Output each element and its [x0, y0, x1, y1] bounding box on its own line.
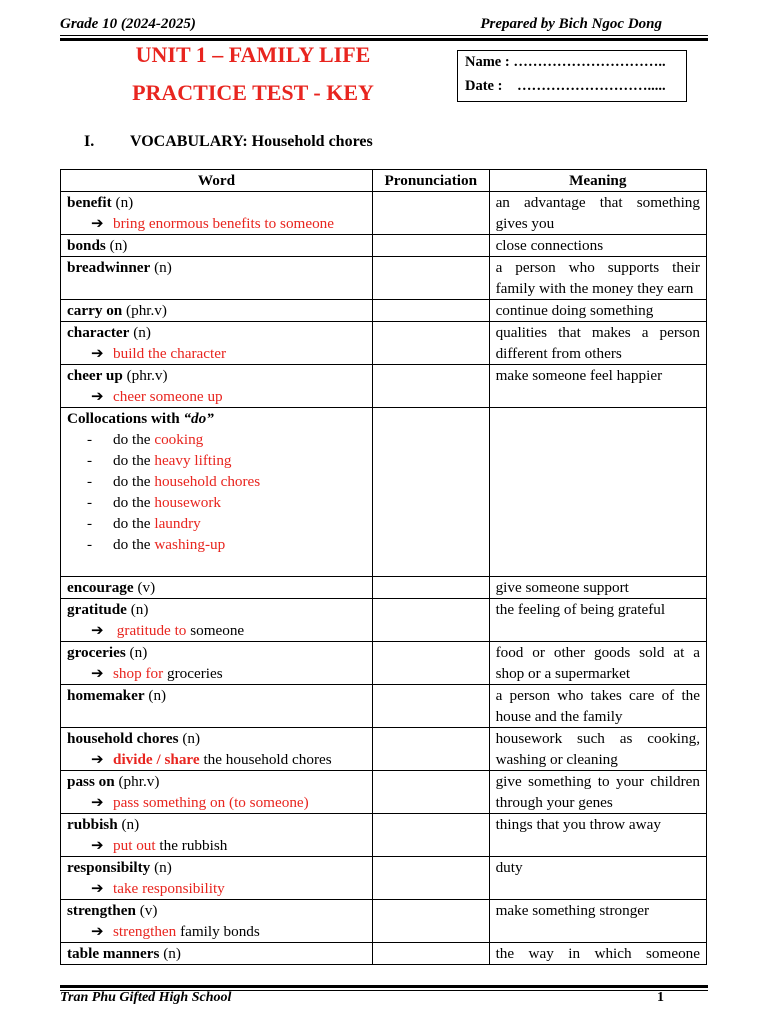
- meaning-cell: [489, 408, 706, 577]
- example-red: put out: [113, 837, 156, 854]
- name-row: [465, 54, 666, 71]
- example-red: shop for: [113, 665, 164, 682]
- example-red: strengthen: [113, 923, 177, 940]
- word: homemaker: [67, 687, 145, 704]
- example-line: [67, 921, 366, 942]
- pronunciation-cell: [372, 300, 489, 322]
- list-item: - do the household chores: [87, 473, 261, 490]
- part-of-speech: (n): [121, 816, 140, 833]
- word-cell: [61, 300, 373, 322]
- word-cell: [61, 943, 373, 965]
- part-of-speech: (phr.v): [126, 302, 167, 319]
- word: pass on: [67, 773, 115, 790]
- table-row: [61, 300, 707, 322]
- page-header: [60, 16, 708, 36]
- table-row: [61, 257, 707, 300]
- word-cell: [61, 685, 373, 728]
- table-row: [61, 192, 707, 235]
- collocation-list: [67, 429, 366, 555]
- word-cell: [61, 900, 373, 943]
- pronunciation-cell: [372, 235, 489, 257]
- date-row: [465, 78, 666, 95]
- test-title: PRACTICE TEST - KEY: [132, 80, 374, 105]
- pronunciation-cell: [372, 900, 489, 943]
- table-row: [61, 771, 707, 814]
- table-row: [61, 408, 707, 577]
- collocation-heading: Collocations with “do”: [67, 410, 214, 427]
- example-line: [67, 343, 366, 364]
- header-grade: Grade 10 (2024-2025): [60, 16, 196, 32]
- table-row: [61, 685, 707, 728]
- meaning-cell: housework such as cooking, washing or cleaning: [489, 728, 706, 771]
- name-dots: …………………………..: [513, 54, 666, 70]
- table-header-row: [61, 170, 707, 192]
- table-row: [61, 365, 707, 408]
- table-row: [61, 599, 707, 642]
- word-cell: [61, 857, 373, 900]
- footer-school: Tran Phu Gifted High School: [60, 990, 232, 1005]
- example-red: gratitude to: [116, 622, 187, 639]
- table-row: [61, 642, 707, 685]
- meaning-cell: a person who takes care of the house and the family: [489, 685, 706, 728]
- part-of-speech: (n): [129, 644, 148, 661]
- example-black: the household chores: [199, 751, 332, 768]
- pronunciation-cell: [372, 857, 489, 900]
- vocabulary-table: [60, 169, 707, 965]
- meaning-cell: food or other goods sold at a shop or a supermarket: [489, 642, 706, 685]
- table-row: [61, 814, 707, 857]
- part-of-speech: (phr.v): [118, 773, 160, 790]
- date-label: Date :: [465, 78, 503, 94]
- word-cell: [61, 322, 373, 365]
- part-of-speech: (n): [130, 601, 149, 618]
- word: bonds: [67, 237, 106, 254]
- meaning-cell: the way in which someone: [489, 943, 706, 965]
- header-author: Prepared by Bich Ngoc Dong: [480, 16, 662, 32]
- right-arrow-icon: ➔: [91, 622, 104, 639]
- meaning-cell: give someone support: [489, 577, 706, 599]
- unit-title: UNIT 1 – FAMILY LIFE: [135, 42, 371, 67]
- list-item: - do the housework: [87, 494, 221, 511]
- dash-icon: -: [87, 473, 93, 490]
- example-line: [67, 386, 366, 407]
- part-of-speech: (n): [154, 859, 172, 876]
- page-number: 1: [657, 990, 664, 1005]
- part-of-speech: (n): [163, 945, 181, 962]
- word: table manners: [67, 945, 160, 962]
- pronunciation-cell: [372, 257, 489, 300]
- word-cell: [61, 365, 373, 408]
- example-line: [67, 620, 366, 641]
- word: responsibilty: [67, 859, 151, 876]
- dash-icon: -: [87, 452, 93, 469]
- pronunciation-cell: [372, 408, 489, 577]
- name-label: Name :: [465, 54, 510, 70]
- right-arrow-icon: ➔: [91, 794, 104, 811]
- table-row: [61, 857, 707, 900]
- example-line: [67, 792, 366, 813]
- part-of-speech: (n): [115, 194, 134, 211]
- meaning-cell: qualities that makes a person different from others: [489, 322, 706, 365]
- part-of-speech: (phr.v): [126, 367, 168, 384]
- example-black: the rubbish: [155, 837, 228, 854]
- meaning-cell: make something stronger: [489, 900, 706, 943]
- pronunciation-cell: [372, 577, 489, 599]
- right-arrow-icon: ➔: [91, 880, 104, 897]
- pronunciation-cell: [372, 365, 489, 408]
- meaning-cell: things that you throw away: [489, 814, 706, 857]
- right-arrow-icon: ➔: [91, 665, 104, 682]
- meaning-cell: give something to your children through your genes: [489, 771, 706, 814]
- collocation-verb: “do”: [183, 410, 214, 427]
- example-red: divide / share: [113, 751, 200, 768]
- word-cell: [61, 642, 373, 685]
- word-cell: [61, 771, 373, 814]
- word-cell: [61, 814, 373, 857]
- meaning-cell: continue doing something: [489, 300, 706, 322]
- dash-icon: -: [87, 515, 93, 532]
- word: rubbish: [67, 816, 118, 833]
- footer-rule-thick: [60, 985, 708, 988]
- header-meaning: Meaning: [489, 170, 706, 192]
- meaning-cell: close connections: [489, 235, 706, 257]
- example-line: [67, 835, 366, 856]
- word-cell: [61, 192, 373, 235]
- right-arrow-icon: ➔: [91, 388, 104, 405]
- example-red: pass something on (to someone): [113, 794, 309, 811]
- pronunciation-cell: [372, 599, 489, 642]
- pronunciation-cell: [372, 814, 489, 857]
- header-pronunciation: Pronunciation: [372, 170, 489, 192]
- list-item: - do the laundry: [87, 515, 201, 532]
- example-line: [67, 749, 366, 770]
- section-heading: [84, 133, 373, 151]
- example-red: bring enormous benefits to someone: [113, 215, 335, 232]
- word: benefit: [67, 194, 112, 211]
- right-arrow-icon: ➔: [91, 837, 104, 854]
- word: character: [67, 324, 130, 341]
- part-of-speech: (n): [154, 259, 172, 276]
- word-cell: [61, 235, 373, 257]
- name-date-box: [457, 50, 687, 102]
- pronunciation-cell: [372, 192, 489, 235]
- example-black: groceries: [163, 665, 223, 682]
- pronunciation-cell: [372, 685, 489, 728]
- word: carry on: [67, 302, 123, 319]
- example-line: [67, 213, 366, 234]
- word: cheer up: [67, 367, 123, 384]
- example-black: someone: [186, 622, 245, 639]
- example-red: build the character: [113, 345, 227, 362]
- example-red: take responsibility: [113, 880, 225, 897]
- list-item: - do the washing-up: [87, 536, 226, 553]
- right-arrow-icon: ➔: [91, 923, 104, 940]
- part-of-speech: (n): [109, 237, 128, 254]
- example-red: cheer someone up: [113, 388, 223, 405]
- pronunciation-cell: [372, 642, 489, 685]
- header-rule-thin: [60, 35, 708, 36]
- list-item: - do the heavy lifting: [87, 452, 232, 469]
- meaning-cell: a person who supports their family with the money they earn: [489, 257, 706, 300]
- header-rule-thick: [60, 38, 708, 41]
- word-cell: [61, 728, 373, 771]
- table-row: [61, 943, 707, 965]
- dash-icon: -: [87, 536, 93, 553]
- example-black: family bonds: [176, 923, 260, 940]
- word-cell: [61, 577, 373, 599]
- table-row: [61, 900, 707, 943]
- part-of-speech: (n): [182, 730, 201, 747]
- word: breadwinner: [67, 259, 151, 276]
- word: groceries: [67, 644, 126, 661]
- right-arrow-icon: ➔: [91, 345, 104, 362]
- date-dots: ……………………….....: [516, 78, 666, 94]
- meaning-cell: an advantage that something gives you: [489, 192, 706, 235]
- word: gratitude: [67, 601, 127, 618]
- list-item: - do the cooking: [87, 431, 204, 448]
- example-line: [67, 878, 366, 899]
- meaning-cell: make someone feel happier: [489, 365, 706, 408]
- table-row: [61, 322, 707, 365]
- word-cell: [61, 408, 373, 577]
- pronunciation-cell: [372, 771, 489, 814]
- part-of-speech: (n): [148, 687, 167, 704]
- meaning-cell: the feeling of being grateful: [489, 599, 706, 642]
- header-word: Word: [61, 170, 373, 192]
- table-row: [61, 728, 707, 771]
- page-footer: [60, 990, 708, 1006]
- section-number: I.: [84, 133, 95, 150]
- table-row: [61, 235, 707, 257]
- word: household chores: [67, 730, 179, 747]
- dash-icon: -: [87, 494, 93, 511]
- pronunciation-cell: [372, 322, 489, 365]
- example-line: [67, 663, 366, 684]
- part-of-speech: (v): [137, 579, 156, 596]
- section-title: VOCABULARY: Household chores: [130, 133, 373, 150]
- right-arrow-icon: ➔: [91, 215, 104, 232]
- part-of-speech: (v): [139, 902, 158, 919]
- word-cell: [61, 599, 373, 642]
- word-cell: [61, 257, 373, 300]
- table-row: [61, 577, 707, 599]
- dash-icon: -: [87, 431, 93, 448]
- pronunciation-cell: [372, 728, 489, 771]
- right-arrow-icon: ➔: [91, 751, 104, 768]
- meaning-cell: duty: [489, 857, 706, 900]
- word: strengthen: [67, 902, 136, 919]
- pronunciation-cell: [372, 943, 489, 965]
- word: encourage: [67, 579, 134, 596]
- part-of-speech: (n): [133, 324, 151, 341]
